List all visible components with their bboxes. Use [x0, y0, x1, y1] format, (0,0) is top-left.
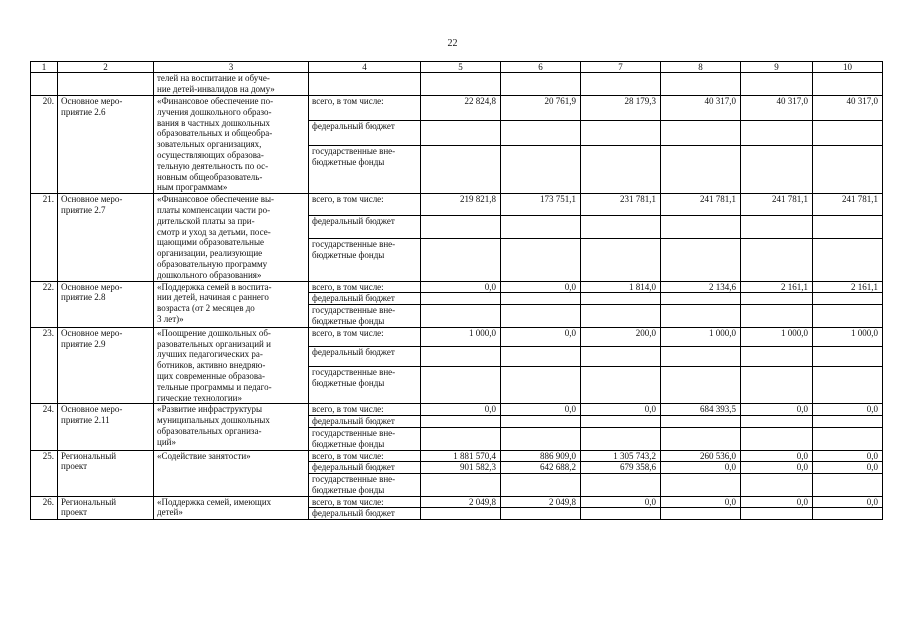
table-row: [31, 281, 883, 293]
value-cell: [421, 427, 501, 450]
carryover-row: [31, 73, 883, 96]
value-cell: 231 781,1: [581, 194, 661, 216]
value-cell: 1 000,0: [661, 327, 741, 347]
source-federal-cell: федеральный бюджет: [309, 216, 421, 238]
value-cell: [421, 293, 501, 305]
value-cell: [421, 366, 501, 403]
value-cell: [501, 146, 581, 194]
row-type-cell: Основное меро- приятие 2.6: [58, 96, 154, 194]
value-cell: [661, 427, 741, 450]
value-cell: [581, 293, 661, 305]
value-cell: [501, 427, 581, 450]
value-cell: 2 161,1: [813, 281, 883, 293]
value-cell: [661, 366, 741, 403]
value-cell: [813, 347, 883, 367]
budget-table: [30, 61, 883, 520]
value-cell: 2 161,1: [741, 281, 813, 293]
source-offbudget-cell: государственные вне- бюджетные фонды: [309, 474, 421, 497]
value-cell: 886 909,0: [501, 450, 581, 462]
source-total-cell: всего, в том числе:: [309, 404, 421, 416]
value-cell: 0,0: [741, 404, 813, 416]
value-cell: [813, 73, 883, 96]
value-cell: [501, 121, 581, 146]
value-cell: [421, 73, 501, 96]
value-cell: 1 305 743,2: [581, 450, 661, 462]
value-cell: 0,0: [813, 462, 883, 474]
column-header: 6: [501, 62, 581, 73]
column-number-header: [31, 62, 883, 73]
source-federal-cell: федеральный бюджет: [309, 121, 421, 146]
row-type-cell: [58, 73, 154, 96]
value-cell: [581, 121, 661, 146]
page-number: 22: [447, 38, 458, 49]
value-cell: [501, 238, 581, 281]
value-cell: [581, 508, 661, 520]
value-cell: [421, 416, 501, 428]
source-total-cell: всего, в том числе:: [309, 327, 421, 347]
value-cell: 0,0: [581, 496, 661, 508]
value-cell: [661, 146, 741, 194]
value-cell: [581, 216, 661, 238]
value-cell: [581, 416, 661, 428]
column-header: 8: [661, 62, 741, 73]
row-type-cell: Региональный проект: [58, 450, 154, 496]
row-name-cell: «Поддержка семей, имеющих детей»: [154, 496, 309, 520]
value-cell: 241 781,1: [661, 194, 741, 216]
value-cell: 679 358,6: [581, 462, 661, 474]
value-cell: 0,0: [741, 462, 813, 474]
value-cell: [501, 216, 581, 238]
value-cell: [661, 216, 741, 238]
value-cell: [741, 474, 813, 497]
value-cell: 642 688,2: [501, 462, 581, 474]
value-cell: [421, 474, 501, 497]
source-cell: [309, 73, 421, 96]
table-body: [31, 62, 883, 520]
value-cell: [501, 366, 581, 403]
value-cell: [421, 216, 501, 238]
value-cell: [581, 474, 661, 497]
value-cell: 2 134,6: [661, 281, 741, 293]
column-header: 2: [58, 62, 154, 73]
value-cell: [581, 305, 661, 328]
column-header: 5: [421, 62, 501, 73]
value-cell: [813, 508, 883, 520]
value-cell: [741, 238, 813, 281]
value-cell: [661, 508, 741, 520]
row-number-cell: [31, 73, 58, 96]
value-cell: [501, 416, 581, 428]
value-cell: [661, 474, 741, 497]
value-cell: [661, 293, 741, 305]
value-cell: 0,0: [661, 462, 741, 474]
value-cell: [501, 508, 581, 520]
value-cell: 0,0: [661, 496, 741, 508]
source-offbudget-cell: государственные вне- бюджетные фонды: [309, 366, 421, 403]
value-cell: 0,0: [501, 327, 581, 347]
value-cell: [581, 347, 661, 367]
value-cell: [501, 293, 581, 305]
value-cell: 901 582,3: [421, 462, 501, 474]
row-type-cell: Региональный проект: [58, 496, 154, 520]
value-cell: [813, 216, 883, 238]
value-cell: [661, 305, 741, 328]
value-cell: [661, 73, 741, 96]
source-total-cell: всего, в том числе:: [309, 496, 421, 508]
row-name-cell: «Развитие инфраструктуры муниципальных дошкольных образовательных организа- ций»: [154, 404, 309, 450]
source-offbudget-cell: государственные вне- бюджетные фонды: [309, 146, 421, 194]
value-cell: 684 393,5: [661, 404, 741, 416]
value-cell: [741, 305, 813, 328]
value-cell: [741, 146, 813, 194]
column-header: 9: [741, 62, 813, 73]
value-cell: [741, 73, 813, 96]
value-cell: 260 536,0: [661, 450, 741, 462]
row-type-cell: Основное меро- приятие 2.8: [58, 281, 154, 327]
row-number-cell: 23.: [31, 327, 58, 404]
value-cell: 1 000,0: [741, 327, 813, 347]
source-federal-cell: федеральный бюджет: [309, 293, 421, 305]
value-cell: 173 751,1: [501, 194, 581, 216]
value-cell: 0,0: [741, 450, 813, 462]
value-cell: 0,0: [813, 404, 883, 416]
value-cell: [813, 305, 883, 328]
source-offbudget-cell: государственные вне- бюджетные фонды: [309, 427, 421, 450]
value-cell: [661, 416, 741, 428]
source-federal-cell: федеральный бюджет: [309, 347, 421, 367]
value-cell: [741, 366, 813, 403]
table-row: [31, 327, 883, 347]
column-header: 1: [31, 62, 58, 73]
row-number-cell: 24.: [31, 404, 58, 450]
value-cell: [813, 474, 883, 497]
column-header: 10: [813, 62, 883, 73]
column-header: 4: [309, 62, 421, 73]
value-cell: 0,0: [741, 496, 813, 508]
row-number-cell: 21.: [31, 194, 58, 281]
value-cell: [741, 293, 813, 305]
value-cell: [813, 416, 883, 428]
value-cell: [661, 238, 741, 281]
source-total-cell: всего, в том числе:: [309, 194, 421, 216]
value-cell: 1 000,0: [813, 327, 883, 347]
row-type-cell: Основное меро- приятие 2.9: [58, 327, 154, 404]
source-total-cell: всего, в том числе:: [309, 96, 421, 121]
table-row: [31, 450, 883, 462]
value-cell: [581, 73, 661, 96]
value-cell: 2 049,8: [501, 496, 581, 508]
value-cell: [741, 427, 813, 450]
value-cell: [813, 146, 883, 194]
value-cell: [661, 121, 741, 146]
value-cell: 241 781,1: [741, 194, 813, 216]
value-cell: [661, 347, 741, 367]
value-cell: 1 881 570,4: [421, 450, 501, 462]
value-cell: 0,0: [813, 496, 883, 508]
table-row: [31, 194, 883, 216]
value-cell: 0,0: [501, 404, 581, 416]
value-cell: [421, 347, 501, 367]
value-cell: 241 781,1: [813, 194, 883, 216]
value-cell: [813, 121, 883, 146]
value-cell: 0,0: [421, 404, 501, 416]
value-cell: 2 049,8: [421, 496, 501, 508]
source-offbudget-cell: государственные вне- бюджетные фонды: [309, 305, 421, 328]
value-cell: 0,0: [581, 404, 661, 416]
row-number-cell: 22.: [31, 281, 58, 327]
value-cell: [741, 216, 813, 238]
value-cell: [581, 146, 661, 194]
value-cell: [741, 121, 813, 146]
value-cell: [501, 305, 581, 328]
value-cell: 0,0: [421, 281, 501, 293]
table-row: [31, 96, 883, 121]
value-cell: [421, 238, 501, 281]
value-cell: [813, 366, 883, 403]
value-cell: [501, 474, 581, 497]
value-cell: [501, 347, 581, 367]
value-cell: 40 317,0: [741, 96, 813, 121]
value-cell: 200,0: [581, 327, 661, 347]
source-federal-cell: федеральный бюджет: [309, 462, 421, 474]
value-cell: 40 317,0: [661, 96, 741, 121]
value-cell: [813, 293, 883, 305]
row-type-cell: Основное меро- приятие 2.11: [58, 404, 154, 450]
value-cell: [741, 508, 813, 520]
column-header: 7: [581, 62, 661, 73]
value-cell: [581, 427, 661, 450]
source-federal-cell: федеральный бюджет: [309, 508, 421, 520]
value-cell: [421, 146, 501, 194]
value-cell: [581, 238, 661, 281]
value-cell: [421, 508, 501, 520]
value-cell: 28 179,3: [581, 96, 661, 121]
value-cell: [813, 427, 883, 450]
source-offbudget-cell: государственные вне- бюджетные фонды: [309, 238, 421, 281]
value-cell: [421, 121, 501, 146]
value-cell: [741, 416, 813, 428]
value-cell: [501, 73, 581, 96]
value-cell: 40 317,0: [813, 96, 883, 121]
row-number-cell: 25.: [31, 450, 58, 496]
value-cell: 0,0: [813, 450, 883, 462]
value-cell: 1 814,0: [581, 281, 661, 293]
table-row: [31, 496, 883, 508]
row-name-cell: телей на воспитание и обуче- ние детей-инвалидов на дому»: [154, 73, 309, 96]
row-number-cell: 26.: [31, 496, 58, 520]
row-name-cell: «Содействие занятости»: [154, 450, 309, 496]
row-name-cell: «Финансовое обеспечение по- лучения дошкольного образо- вания в частных дошкольных образовательных и общеобра- зовательных организациях, осуществляющих образова- тельную деятельность по ос- новным общеобразователь- ным программам»: [154, 96, 309, 194]
value-cell: [813, 238, 883, 281]
value-cell: 22 824,8: [421, 96, 501, 121]
value-cell: 0,0: [501, 281, 581, 293]
column-header: 3: [154, 62, 309, 73]
source-federal-cell: федеральный бюджет: [309, 416, 421, 428]
row-name-cell: «Поддержка семей в воспита- нии детей, начиная с раннего возраста (от 2 месяцев до 3 лет)»: [154, 281, 309, 327]
value-cell: [581, 366, 661, 403]
source-total-cell: всего, в том числе:: [309, 450, 421, 462]
row-name-cell: «Поощрение дошкольных об- разовательных организаций и лучших педагогических ра- ботников, активно внедряю- щих современные образова- тельные программы и педаго- гические технологии»: [154, 327, 309, 404]
value-cell: 20 761,9: [501, 96, 581, 121]
table-row: [31, 404, 883, 416]
value-cell: [741, 347, 813, 367]
source-total-cell: всего, в том числе:: [309, 281, 421, 293]
value-cell: 1 000,0: [421, 327, 501, 347]
row-number-cell: 20.: [31, 96, 58, 194]
value-cell: 219 821,8: [421, 194, 501, 216]
row-name-cell: «Финансовое обеспечение вы- платы компенсации части ро- дительской платы за при- смотр и уход за детьми, посе- щающими образовательные организации, реализующие образовательную программу дошкольного образования»: [154, 194, 309, 281]
row-type-cell: Основное меро- приятие 2.7: [58, 194, 154, 281]
value-cell: [421, 305, 501, 328]
